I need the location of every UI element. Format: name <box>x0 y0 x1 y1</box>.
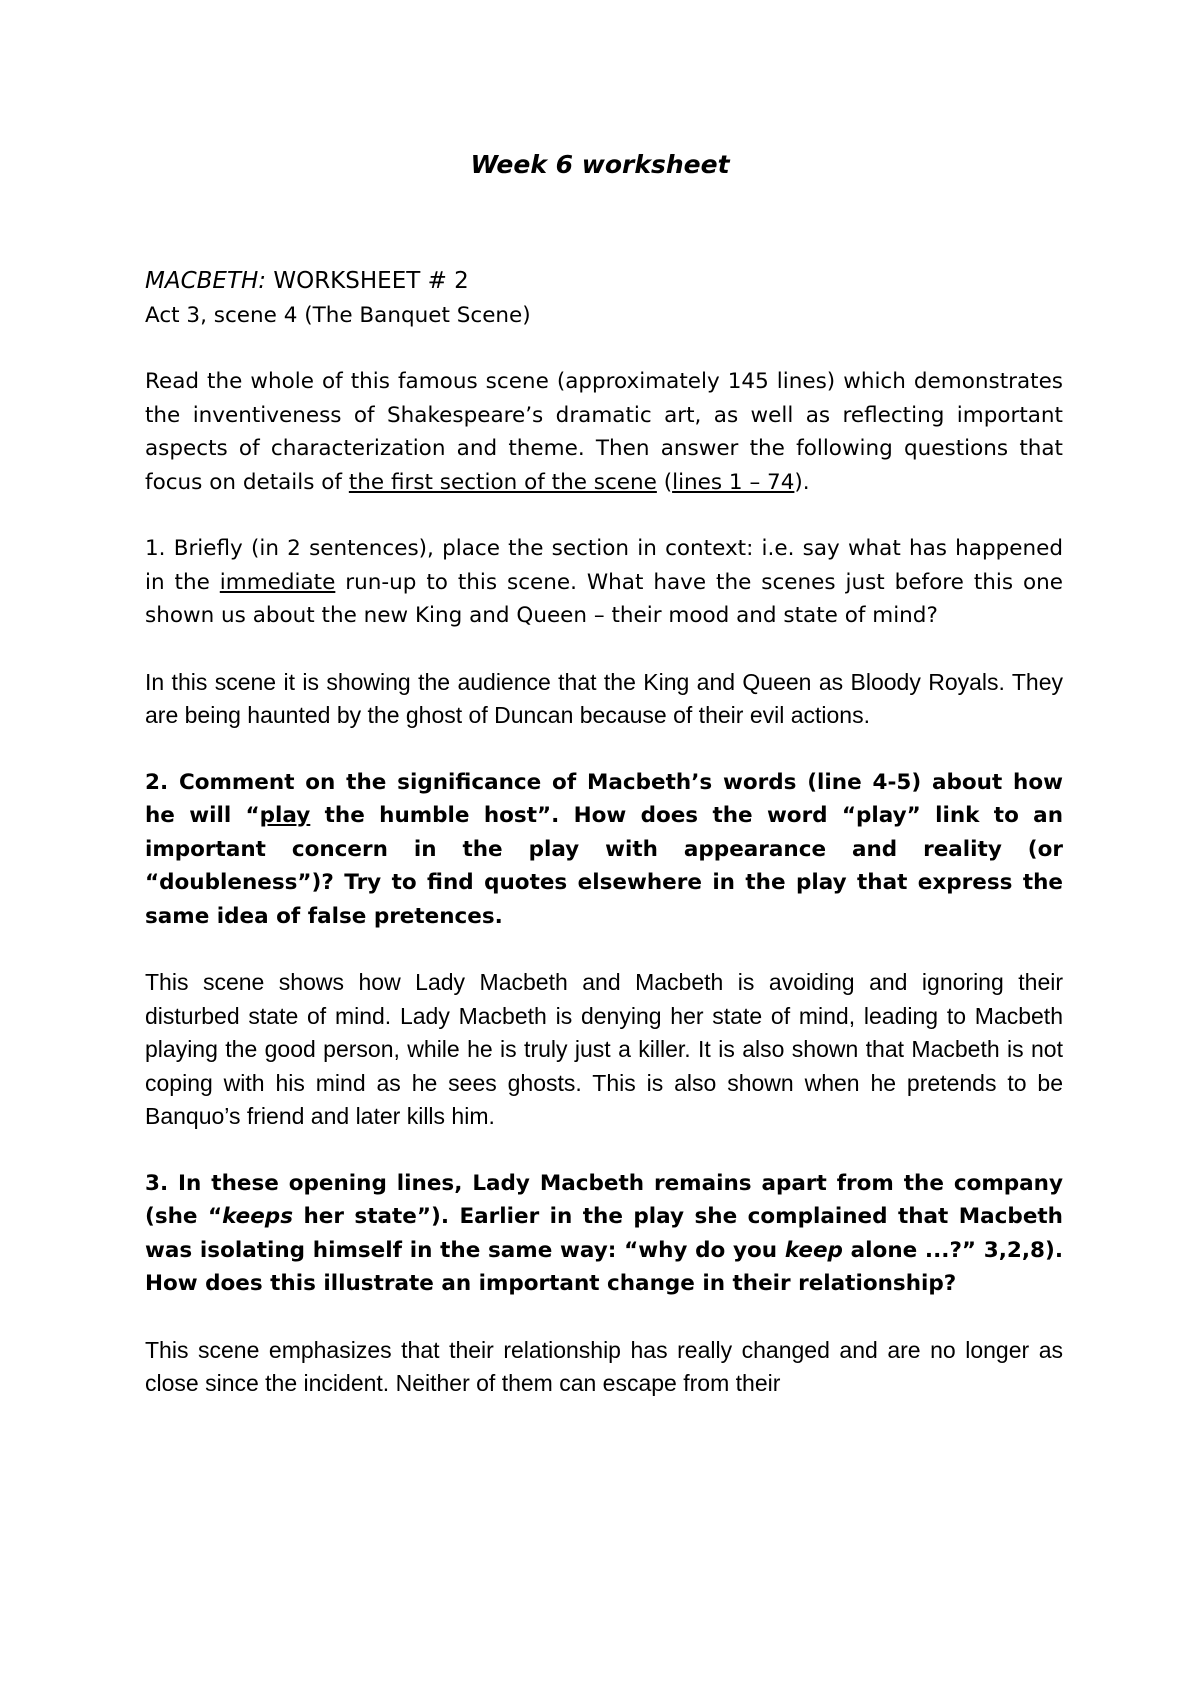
worksheet-title: Week 6 worksheet <box>470 150 730 179</box>
intro-text-3: ). <box>794 469 810 495</box>
spacer <box>145 633 1063 666</box>
intro-text-2: ( <box>656 469 673 495</box>
worksheet-number: WORKSHEET # 2 <box>273 268 469 294</box>
spacer <box>145 933 1063 966</box>
q1-text-2: run-up to this scene. What have the scenes just before this one shown us about the new King and Queen – their mood and state of mind? <box>145 569 1063 628</box>
q3-text-1: 3. In these opening lines, Lady Macbeth remains apart from the company (she “ <box>145 1170 1063 1229</box>
spacer <box>145 499 1063 532</box>
q2-text-1: 2. Comment on the significance of Macbeth’s words (line 4-5) about how he will “ <box>145 769 1063 828</box>
intro-text-1: Read the whole of this famous scene (approximately 145 lines) which demonstrates the inventiveness of Shakespeare’s dramatic art, as well as reflecting important aspects of characterization and theme. Then answer the following questions that focus on details of <box>145 369 1063 495</box>
spacer <box>145 1134 1063 1167</box>
worksheet-heading <box>145 265 1063 299</box>
q2-text-2: the humble host”. How does the word “play” link to an important concern in the play with appearance and reality (or “doubleness”)? Try to find quotes elsewhere in the play that express the same idea of false pretences. <box>145 803 1063 929</box>
spacer <box>145 332 1063 365</box>
q3-text-2: her state”). Earlier in the play she complained that Macbeth was isolating himself in the same way: “why do you <box>145 1204 1063 1263</box>
q1-text-1: 1. Briefly (in 2 sentences), place the section in context: i.e. say what has happened in the <box>145 536 1063 595</box>
intro-underlined-lines: lines 1 – 74 <box>672 469 795 495</box>
question-2 <box>145 766 1063 934</box>
q1-underlined: immediate <box>219 569 336 595</box>
worksheet-content <box>145 265 1063 1401</box>
q3-text-3: alone ...?” 3,2,8). How does this illustrate an important change in their relationship? <box>145 1237 1063 1296</box>
spacer <box>145 1301 1063 1334</box>
q3-italic-keeps: keeps <box>222 1204 293 1229</box>
intro-underlined-section: the first section of the scene <box>348 469 657 495</box>
question-3 <box>145 1167 1063 1301</box>
answer-2: This scene shows how Lady Macbeth and Macbeth is avoiding and ignoring their disturbed state of mind. Lady Macbeth is denying her state of mind, leading to Macbeth playing the good person, while he is truly just a killer. It is also shown that Macbeth is not coping with his mind as he sees ghosts. This is also shown when he pretends to be Banquo’s friend and later kills him. <box>145 969 1063 1129</box>
intro-paragraph <box>145 365 1063 499</box>
spacer <box>145 733 1063 766</box>
scene-subheading: Act 3, scene 4 (The Banquet Scene) <box>145 302 531 328</box>
answer-1: In this scene it is showing the audience that the King and Queen as Bloody Royals. They are being haunted by the ghost of Duncan because of their evil actions. <box>145 668 1063 728</box>
answer-3: This scene emphasizes that their relationship has really changed and are no longer as close since the incident. Neither of them can escape from their <box>145 1336 1063 1396</box>
question-1 <box>145 532 1063 633</box>
play-name: MACBETH: <box>145 268 267 294</box>
q2-underlined: play <box>259 803 311 828</box>
q3-italic-keep: keep <box>784 1237 843 1263</box>
